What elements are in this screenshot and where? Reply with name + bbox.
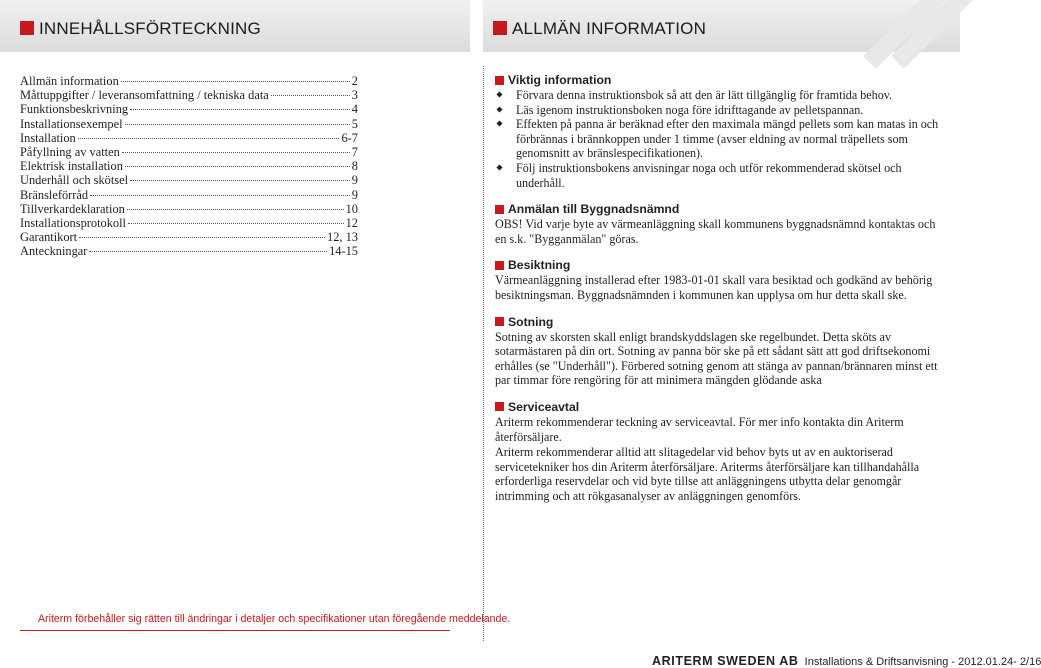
toc-entry-label: Elektrisk installation [20, 159, 123, 174]
bullet-icon [496, 121, 502, 127]
toc-entry-label: Påfyllning av vatten [20, 144, 120, 159]
list-item [495, 117, 945, 161]
toc-header [0, 0, 470, 52]
toc-entry-label: Allmän information [20, 74, 119, 88]
toc-entry[interactable] [20, 202, 358, 216]
red-square-marker [20, 21, 34, 35]
section-heading-viktig [495, 73, 945, 87]
document-reference: Installations & Driftsanvisning - 2012.01.24- 2/16 [804, 656, 1041, 668]
column-divider [483, 66, 484, 641]
toc-entry[interactable] [20, 173, 358, 187]
toc-entry[interactable] [20, 102, 358, 116]
list-item-text: Förvara denna instruktionsbok så att den är lätt tillgänglig för framtida behov. [516, 88, 893, 102]
toc-entry-label: Funktionsbeskrivning [20, 102, 129, 117]
toc-entry-page: 5 [351, 116, 358, 131]
toc-title: INNEHÅLLSFÖRTECKNING [39, 19, 261, 38]
toc-entry-page: 9 [351, 187, 358, 202]
section-heading-anmalan [495, 202, 945, 216]
company-name: ARITERM SWEDEN AB [652, 654, 799, 668]
toc-entry-page: 3 [351, 88, 358, 103]
section-heading-text: Besiktning [508, 258, 571, 273]
toc-entry[interactable] [20, 88, 358, 102]
toc-dot-leader [121, 81, 350, 82]
toc-entry-page: 7 [351, 144, 358, 159]
red-square-marker [495, 402, 504, 411]
toc-entry-label: Installationsprotokoll [20, 215, 126, 230]
toc-entry-page: 14-15 [329, 244, 358, 259]
disclaimer-note: Ariterm förbehåller sig rätten till ändringar i detaljer och specifikationer utan föregående meddelande. [38, 613, 511, 625]
toc-entry[interactable] [20, 117, 358, 131]
list-item [495, 88, 945, 103]
red-square-marker [495, 317, 504, 326]
red-square-marker [495, 205, 504, 214]
section-heading-text: Serviceavtal [508, 399, 580, 414]
toc-dot-leader [90, 195, 350, 196]
section-body: Sotning av skorsten skall enligt brandskyddslagen ske regelbundet. Detta sköts av sotarmästaren på din ort. Sotning av panna bör ske på ett sådant sätt att god driftsekonomi erhålles (se "Underhåll"). Förbered sotning genom att stänga av pannan/brännaren minst ett par timmar före rengöring för att minimera mängden glödande aska [495, 329, 938, 388]
section-heading-sotning [495, 315, 945, 329]
section-heading-text: Viktig information [508, 73, 612, 87]
toc-entry-label: Installationsexempel [20, 116, 123, 131]
toc-dot-leader [79, 237, 325, 238]
toc-entry-label: Anteckningar [20, 244, 88, 259]
toc-entry-page: 12, 13 [327, 230, 358, 245]
toc-entry-label: Bränsleförråd [20, 187, 89, 202]
toc-entry-label: Tillverkardeklaration [20, 201, 125, 216]
toc-entry[interactable] [20, 131, 358, 145]
toc-entry-label: Installation [20, 130, 76, 145]
important-info-list [495, 88, 945, 190]
section-body: Ariterm rekommenderar teckning av serviceavtal. För mer info kontakta din Ariterm återförsäljare. [495, 414, 904, 444]
toc-entry[interactable] [20, 230, 358, 244]
list-item [495, 161, 945, 190]
general-info-title: ALLMÄN INFORMATION [512, 19, 707, 38]
toc-dot-leader [125, 124, 350, 125]
section-body: Ariterm rekommenderar alltid att slitagedelar vid behov byts ut av en auktoriserad servicetekniker hos din Ariterm återförsäljare. Ariterms återförsäljare kan tillhandahålla erforderliga reservdelar och vid byte tillse att anläggningens utbytta delar genomgår intrimming och att rökgasanalyser av anläggningen genomförs. [495, 445, 920, 503]
toc-entry-label: Garantikort [20, 230, 78, 245]
toc-entry-label: Måttuppgifter / leveransomfattning / tekniska data [20, 88, 269, 103]
footer-rule [20, 630, 450, 631]
toc-entry-page: 9 [351, 173, 358, 188]
toc-entry[interactable] [20, 244, 358, 258]
toc-entry[interactable] [20, 216, 358, 230]
list-item-text: Läs igenom instruktionsboken noga före idrifttagande av pelletspannan. [516, 102, 864, 117]
section-heading-besiktning [495, 258, 945, 272]
section-body: OBS! Vid varje byte av värmeanläggning skall kommunens byggnadsnämnd kontaktas och en s.k. "Bygganmälan" göras. [495, 217, 936, 246]
toc-entry-page: 2 [351, 74, 358, 88]
toc-entry-page: 8 [351, 159, 358, 174]
bullet-icon [496, 91, 502, 97]
toc-dot-leader [271, 95, 350, 96]
toc-entry[interactable] [20, 159, 358, 173]
toc-dot-leader [78, 138, 340, 139]
general-info-header [483, 0, 960, 52]
toc-dot-leader [122, 152, 350, 153]
toc-entry-page: 10 [345, 201, 358, 216]
toc-entry-page: 6-7 [341, 130, 358, 145]
toc-entry-label: Underhåll och skötsel [20, 173, 129, 188]
toc-entry-page: 4 [351, 102, 358, 117]
toc-entry-page: 12 [345, 215, 358, 230]
toc-dot-leader [89, 251, 327, 252]
toc-dot-leader [130, 180, 350, 181]
section-heading-text: Anmälan till Byggnadsnämnd [508, 202, 680, 217]
list-item-text: Följ instruktionsbokens anvisningar noga och utför rekommenderad skötsel och underhåll. [516, 160, 902, 190]
toc-entry[interactable] [20, 74, 358, 88]
section-body: Värmeanläggning installerad efter 1983-01-01 skall vara besiktad och godkänd av behörig besiktningsman. Byggnadsnämnden i kommunen kan upplysa om hur detta skall ske. [495, 273, 933, 302]
toc-dot-leader [130, 109, 350, 110]
table-of-contents [20, 74, 358, 258]
red-square-marker [493, 21, 507, 35]
section-heading-text: Sotning [508, 314, 554, 329]
bullet-icon [496, 164, 502, 170]
toc-dot-leader [125, 166, 350, 167]
toc-dot-leader [128, 223, 344, 224]
list-item [495, 103, 945, 118]
red-square-marker [495, 76, 504, 85]
section-heading-serviceavtal [495, 400, 945, 414]
footer-brand [652, 654, 1041, 668]
toc-entry[interactable] [20, 145, 358, 159]
toc-dot-leader [127, 209, 344, 210]
red-square-marker [495, 261, 504, 270]
list-item-text: Effekten på panna är beräknad efter den maximala mängd pellets som kan matas in och förbrännas i brännkoppen under 1 timme (avser eldning av normal träpellets som genomsnitt av bränslespecifikationen). [516, 117, 939, 161]
general-info-content [495, 73, 945, 503]
toc-entry[interactable] [20, 188, 358, 202]
bullet-icon [496, 106, 502, 112]
